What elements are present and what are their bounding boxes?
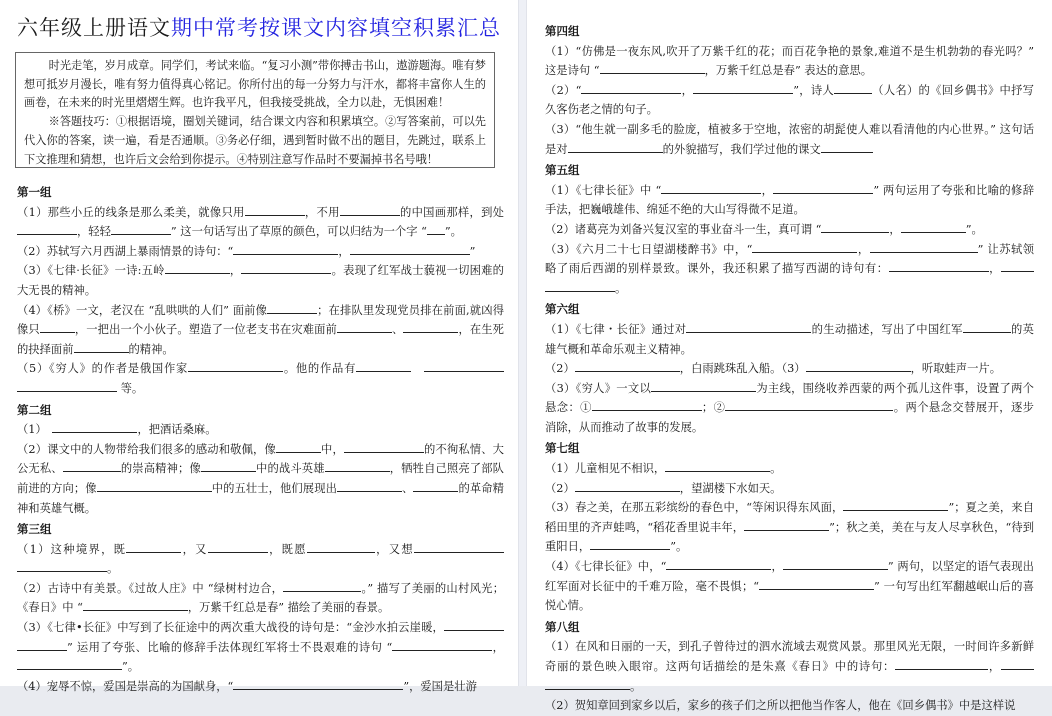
question-text: ，牺牲自己照亮了部队前进的方向；像 [17,462,504,495]
question-text: （3）《六月二十七日望湖楼醉书》中，“ [545,242,753,256]
question-text: ” [469,244,476,258]
answer-blank[interactable] [666,557,771,570]
answer-blank[interactable] [901,220,966,233]
question-text: 的中国画那样，到处 [399,205,504,219]
question-text: （1）儿童相见不相识， [545,462,666,476]
answer-blank[interactable] [895,657,988,670]
answer-blank[interactable] [834,81,872,94]
question-text: （4）《七律长征》中，“ [545,560,667,574]
answer-blank[interactable] [870,240,978,253]
question-text: 。” 描写了美丽的山村风光；《春日》中 “ [17,581,505,615]
question-item [17,677,504,697]
question-text: ”。 [670,540,688,554]
answer-blank[interactable] [1001,657,1034,670]
question-text: 。他的作品有 [283,362,357,376]
question-text: （2）课文中的人物带给我们很多的感动和敬佩，像 [17,442,276,456]
question-text: 的崇高精神；像 [120,462,201,476]
answer-blank[interactable] [83,598,188,611]
question-text: （2）诸葛亮为刘备兴复汉室的事业奋斗一生，真可谓 “ [545,222,822,236]
question-text: ，在生死的抉择面前 [17,323,504,356]
question-text: （4）宠辱不惊，爱国是崇高的为国献身，“ [17,679,234,693]
question-text: ，一把出一个小伙子。塑造了一位老支书在灾难面前 [74,323,337,337]
answer-blank[interactable] [340,203,400,216]
question-text: ，又想 [374,542,414,556]
answer-blank[interactable] [821,140,873,153]
question-text: 。 [630,679,642,693]
question-text: 的生动描述，写出了中国红军 [811,322,963,336]
question-text: ，把酒话桑麻。 [137,423,217,437]
question-text: 。 [770,462,782,476]
answer-blank[interactable] [241,261,331,274]
question-text: ”。 [965,222,983,236]
question-text: 中， [320,442,344,456]
answer-blank[interactable] [283,579,361,592]
question-text: （1）“仿佛是一夜东风,吹开了万紫千红的花；而百花争艳的景象,难道不是生机勃勃的春光吗？” 这是诗句 “ [545,44,1034,78]
question-text: 中的战斗英雄 [255,462,325,476]
group-heading: 第四组 [545,24,580,38]
question-text: ，不用 [304,205,340,219]
question-text: ， [857,242,870,256]
answer-blank[interactable] [414,540,504,553]
question-text: （5）《穷人》的作者是俄国作家 [17,362,189,376]
answer-blank[interactable] [63,459,121,472]
answer-blank[interactable] [17,638,67,651]
left-page-content [17,181,504,696]
answer-blank[interactable] [267,301,317,314]
question-text: （1）《七律长征》中 “ [545,183,662,197]
intro-box [15,52,495,168]
question-item [545,459,1034,479]
question-item [17,579,504,618]
question-text: 。表现了红军战士藐视一切困难的大无畏的精神。 [17,264,504,297]
question-text: ，听取蛙声一片。 [910,362,1001,376]
answer-blank[interactable] [74,340,129,353]
question-item [17,242,504,262]
question-text: 。两个悬念交替展开，逐步消除，从而推动了故事的发展。 [545,401,1034,434]
question-text: ， [889,222,901,236]
answer-blank[interactable] [344,440,424,453]
answer-blank[interactable] [581,81,681,94]
question-text: ” 一句写出红军翻越岷山后的喜悦心情。 [545,579,1035,613]
question-text: （3）“他生就一副多毛的脸庞，植被多于空地，浓密的胡髭使人难以看清他的内心世界。” 这句话是对 [545,122,1034,156]
document-page-left [0,0,518,693]
question-text: ， [771,560,783,574]
answer-blank[interactable] [126,540,181,553]
answer-blank[interactable] [744,518,829,531]
answer-blank[interactable] [165,261,230,274]
question-text: （3）《穷人》一文以 [545,381,652,395]
question-item [545,498,1034,557]
question-text: ” 两句运用了夸张和比喻的修辞手法，把巍峨雄伟、绵延不绝的大山写得微不足道。 [545,183,1034,217]
answer-blank[interactable] [575,479,680,492]
question-text: （1）《七律・长征》通过对 [545,322,687,336]
question-text: 为主线，围绕收养西蒙的两个孤儿这件事，设置了两个悬念：① [545,381,1034,415]
question-item [545,181,1034,220]
question-text: ” 让苏轼领略了雨后西湖的别样景致。课外，我还积累了描写西湖的诗句有： [545,242,1034,276]
question-text: （3）《七律·长征》一诗:五岭 [17,264,165,278]
answer-blank[interactable] [651,379,756,392]
group-heading: 第二组 [17,402,52,417]
answer-blank[interactable] [52,420,137,433]
tips-paragraph: ※答题技巧：①根据语境，圈划关键词，结合课文内容和积累填空。②写答案前，可以先代入你的答案，读一遍，看是否通顺。③务必仔细，遇到暂时做不出的题目，先跳过，联系上下文推理和猜想，也许后文会给到你提示。④特别注意写作品时不要漏掉书名号哦！ [24,115,486,166]
question-text: ， [229,264,242,278]
question-item [545,557,1034,616]
question-text: ”，诗人 [793,83,834,97]
answer-blank[interactable] [590,537,670,550]
answer-blank[interactable] [575,359,680,372]
question-text: 的精神。 [128,342,174,356]
question-text: ” 运用了夸张、比喻的修辞手法体现红军将士不畏艰难的诗句 “ [67,640,393,654]
group-heading: 第一组 [17,185,52,199]
question-text: ”；秋之美，美在与友人尽享秋色，“待到重阳日， [545,520,1035,554]
answer-blank[interactable] [424,359,504,372]
question-text: 的外貌描写，我们学过他的课文 [662,142,821,156]
answer-blank[interactable] [233,677,403,690]
answer-blank[interactable] [545,279,615,292]
question-text: （2）古诗中有美景。《过故人庄》中 “绿树村边合， [17,581,284,595]
answer-blank[interactable] [661,181,761,194]
answer-blank[interactable] [821,220,889,233]
answer-blank[interactable] [356,359,411,372]
question-text: ”；夏之美，来自稻田里的齐声蛙鸣，“稻花香里说丰年， [545,501,1035,534]
title-black-part: 六年级上册语文 [17,16,171,40]
question-text: 等。 [117,381,144,395]
question-text: （2）贺知章回到家乡以后，家乡的孩子们之所以把他当作客人，他在《回乡偶书》中是这样说 [545,699,1016,713]
answer-blank[interactable] [600,61,705,74]
question-item [545,637,1034,696]
answer-blank[interactable] [188,359,283,372]
question-item [545,220,1034,240]
question-text: ”，爱国是壮游 [403,679,477,693]
answer-blank[interactable] [111,222,171,235]
right-page-content [545,20,1034,716]
answer-blank[interactable] [773,181,873,194]
document-page-right [527,0,1052,713]
question-text: （2） [545,362,575,376]
question-item [545,696,1034,716]
answer-blank[interactable] [17,657,122,670]
question-text: ”。 [444,225,462,239]
answer-blank[interactable] [686,320,811,333]
question-item [545,379,1034,438]
answer-blank[interactable] [350,242,470,255]
question-text: （1）在风和日丽的一天，到孔子曾待过的泗水流域去观赏风景。那里风光无限，一时间许多新鲜奇丽的景色映入眼帘。这两句话描绘的是朱熹《春日》中的诗句： [545,640,1034,673]
question-text: ；在排队里发现党员排在前面,就凶得像只 [17,303,504,337]
question-text [411,362,424,375]
question-item [545,120,1034,159]
question-item [545,359,1034,379]
question-text: ，白雨跳珠乱入船。（3） [679,362,806,376]
intro-paragraph: 时光走笔，岁月成章。同学们，考试来临。“复习小测”带你搏击书山，遨游题海。唯有梦想可抵岁月漫长，唯有努力值得真心铭记。你所付出的每一分努力与汗水，都将丰富你人生的画卷，在未来的时光里熠熠生辉。也许我平凡，但我接受挑战，全力以赴，无惧困难！ [24,59,486,110]
question-text: （1）这种境界，既 [17,542,127,556]
answer-blank[interactable] [806,359,911,372]
answer-blank[interactable] [759,577,874,590]
answer-blank[interactable] [889,259,989,272]
question-text: （3）《七律•长征》中写到了长征途中的两次重大战役的诗句是：“金沙水拍云崖暖， [17,621,444,635]
answer-blank[interactable] [233,242,338,255]
answer-blank[interactable] [392,638,492,651]
answer-blank[interactable] [752,240,857,253]
answer-blank[interactable] [427,222,445,235]
question-item [17,261,504,300]
answer-blank[interactable] [276,440,321,453]
answer-blank[interactable] [17,379,117,392]
question-text: ， [338,244,350,258]
answer-blank[interactable] [201,459,256,472]
question-text: ， [761,183,774,197]
question-item [17,440,504,518]
question-text: （3）春之美，在那五彩缤纷的春色中，“等闲识得东风面， [545,501,844,515]
answer-blank[interactable] [325,459,390,472]
question-text: （2）“ [545,83,582,97]
question-item [545,240,1034,299]
answer-blank[interactable] [568,140,663,153]
question-text: 的英雄气概和革命乐观主义精神。 [545,322,1034,356]
question-text: 中的五壮士，他们展现出 [211,481,337,495]
question-text: 的革命精神和英雄气概。 [17,481,504,515]
question-item [17,203,504,242]
question-text: ， [681,83,694,97]
question-item [17,540,504,579]
question-text: （2）苏轼写六月西湖上暴雨情景的诗句：“ [17,244,234,258]
answer-blank[interactable] [245,203,305,216]
answer-blank[interactable] [403,320,458,333]
question-text: 。 [107,562,119,576]
answer-blank[interactable] [592,398,702,411]
answer-blank[interactable] [665,459,770,472]
question-text: ，既愿 [267,542,307,556]
answer-blank[interactable] [97,479,212,492]
question-item [17,301,504,360]
question-item [545,42,1034,81]
answer-blank[interactable] [1001,259,1034,272]
question-item [17,359,504,398]
group-heading: 第八组 [545,619,580,634]
answer-blank[interactable] [17,222,77,235]
answer-blank[interactable] [725,398,893,411]
question-text: 、 [401,481,414,495]
question-text: 的不徇私情、大公无私、 [17,442,504,476]
question-item [545,320,1034,359]
question-text: ，又 [181,542,208,556]
question-item [545,479,1034,499]
question-text: ，万紫千红总是春” 表达的意思。 [704,64,873,78]
question-text: ， [492,640,504,654]
group-heading: 第五组 [545,163,580,178]
answer-blank[interactable] [545,677,630,690]
question-text: （人名）的《回乡偶书》中抒写久客伤老之情的句子。 [545,83,1034,117]
answer-blank[interactable] [17,559,107,572]
answer-blank[interactable] [444,618,504,631]
page-gutter [518,0,527,686]
question-text: ， [988,262,1001,276]
page-title [0,12,518,42]
question-text: （2） [545,481,575,495]
answer-blank[interactable] [337,479,402,492]
question-text: （1）那些小丘的线条是那么柔美，就像只用 [17,205,245,219]
group-heading: 第六组 [545,302,580,317]
question-item [545,81,1034,120]
question-text: ， [988,660,1001,673]
question-item [17,618,504,677]
question-text: 。 [615,281,627,295]
question-text: （1） [17,423,53,437]
answer-blank[interactable] [307,540,375,553]
answer-blank[interactable] [208,540,268,553]
group-heading: 第三组 [17,522,52,537]
answer-blank[interactable] [963,320,1011,333]
answer-blank[interactable] [783,557,888,570]
question-item [17,420,504,440]
answer-blank[interactable] [693,81,793,94]
question-text: ；② [701,401,726,415]
question-text: （4）《桥》一文，老汉在 “乱哄哄的人们” 面前像 [17,303,268,317]
question-text: ，望湖楼下水如天。 [679,481,782,495]
group-heading: 第七组 [545,441,580,456]
answer-blank[interactable] [413,479,458,492]
answer-blank[interactable] [337,320,392,333]
question-text: ，轻轻 [77,225,111,239]
title-blue-part: 期中常考按课文内容填空积累汇总 [171,16,501,40]
question-text: ” 这一句话写出了草原的颜色，可以归结为一个字 “ [170,225,427,239]
question-text: ，万紫千红总是春” 描绘了美丽的春景。 [187,601,390,615]
answer-blank[interactable] [40,320,75,333]
question-text: ”。 [122,660,140,674]
question-text: ” 两句，以坚定的语气表现出红军面对长征中的千难万险，毫不畏惧；“ [545,560,1034,593]
question-text: 、 [391,323,404,337]
answer-blank[interactable] [843,498,948,511]
